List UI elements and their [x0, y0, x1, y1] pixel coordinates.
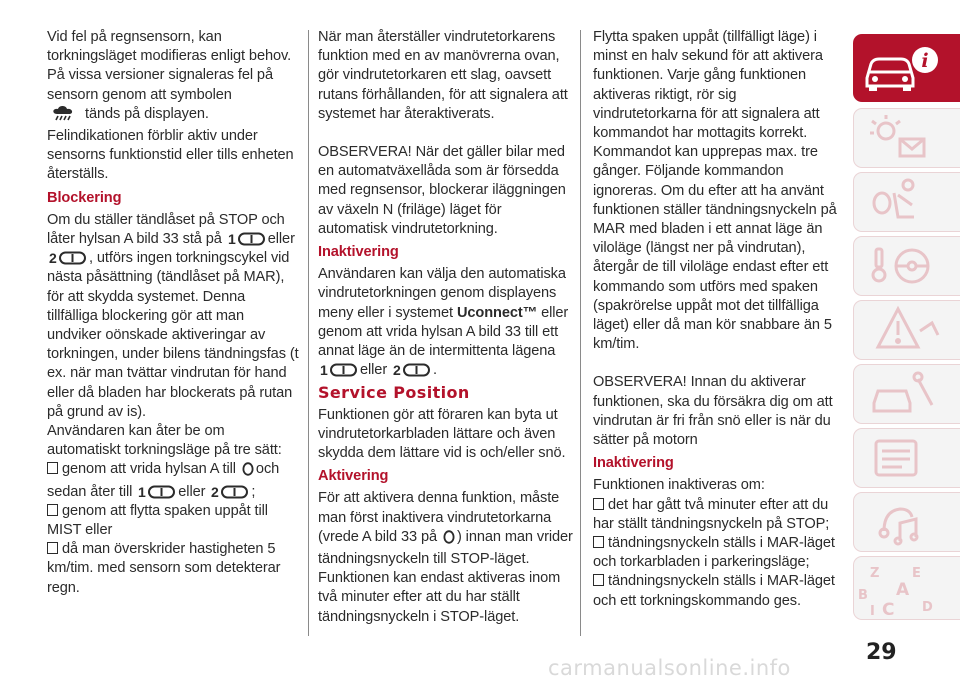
list-item: genom att vrida hylsan A till och sedan åter till 1 eller 2 ; — [47, 461, 280, 500]
inaktivering-paragraph: Användaren kan välja den automatiska vindrutetorkningen genom displayens meny eller i systemet Uconnect™ eller genom att vrida hylsan A bild 33 till ett annat läge än de intermittenta lägena 1 eller 2 . — [318, 266, 569, 379]
list-item: genom att flytta spaken uppåt till MIST eller — [47, 502, 268, 539]
tab-car-info[interactable] — [853, 34, 960, 102]
svg-text:i: i — [921, 50, 929, 72]
airbag-seat-icon — [854, 173, 960, 231]
svg-text:1: 1 — [138, 484, 146, 499]
column-divider — [308, 30, 309, 636]
tab-emergency[interactable] — [853, 300, 960, 360]
uconnect-brand: Uconnect™ — [456, 304, 538, 321]
heading-inaktivering: Inaktivering — [593, 455, 674, 472]
column-divider — [580, 30, 581, 636]
service-position-paragraph: Funktionen gör att föraren kan byta ut vindrutetorkarbladen lättare och även skydda dem lättare vid is och/eller snö. — [318, 406, 566, 462]
list-item: då man överskrider hastigheten 5 km/tim. med sensorn som detekterar regn. — [47, 541, 281, 596]
blockering-paragraph: Om du ställer tändlåset på STOP och låter hylsan A bild 33 stå på 1 eller 2 , utförs ingen torkningscykel vid nästa påsättning (tändlåset på MAR), för att skydda systemet. Denna tillfälliga blockering gör att man undviker oönskade aktiveringar av torkningen, under bilens tändningsfas (t ex. när man tvättar vindrutan för hand eller då bladen har blockerats på rutan på grund av is). — [47, 211, 299, 420]
tab-maintenance[interactable] — [853, 364, 960, 424]
svg-text:Z: Z — [870, 566, 880, 581]
tab-technical-data[interactable] — [853, 428, 960, 488]
key-2-intermittent-icon — [393, 363, 431, 377]
key-1-intermittent-icon — [320, 363, 358, 377]
heading-blockering: Blockering — [47, 189, 122, 206]
page-number: 29 — [866, 640, 897, 665]
svg-text:I: I — [870, 604, 875, 619]
svg-text:1: 1 — [320, 363, 328, 378]
list-item: det har gått två minuter efter att du har ställt tändningsnyckeln på STOP; — [593, 496, 830, 532]
heading-inaktivering: Inaktivering — [318, 244, 399, 261]
technical-data-icon — [854, 429, 960, 487]
column-2 — [318, 28, 573, 627]
restore-intro-paragraph: Användaren kan åter be om automatiskt torkningsläge på tre sätt: — [47, 423, 282, 459]
procedure-paragraph: Flytta spaken uppåt (tillfälligt läge) i minst en halv sekund för att aktivera funktionen. Varje gång funktionen aktiveras riktigt, rör sig vindrutetorkarna för att signalera att kommandot har mottagits korrekt. Kommandot kan upprepas max. tre gånger. Följande kommandon ignoreras. Om du efter att ha använt funktionen ställer tändningsnyckeln på MAR med bladen i ett annat läge än viloläge (längst ner på vindrutan), återgår de till viloläge endast efter ett kommando som utförs med spaken (spakrörelse uppåt mot det tillfälliga läget) eller då man kör snabbare än 5 km/tim. — [593, 29, 837, 353]
tab-dashboard-warnings[interactable] — [853, 108, 960, 168]
key-2-intermittent-icon — [211, 485, 249, 499]
svg-text:E: E — [912, 566, 921, 581]
tab-safety[interactable] — [853, 172, 960, 232]
key-1-intermittent-icon — [138, 485, 176, 499]
checkbox-bullet-icon — [47, 542, 58, 554]
index-letters-icon — [854, 557, 960, 619]
car-info-icon — [853, 34, 960, 102]
key-2-intermittent-icon — [49, 251, 87, 265]
checkbox-bullet-icon — [593, 536, 604, 548]
heading-aktivering: Aktivering — [318, 468, 389, 485]
rain-sensor-fault-paragraph: Vid fel på regnsensorn, kan torkningsläget modifieras enligt behov. På vissa versioner signaleras fel på sensorn genom att symbolen tänds på displayen. Felindikationen förblir aktiv under sensorns funktionstid eller tills enheten återställs. — [47, 29, 294, 183]
key-1-intermittent-icon — [228, 232, 266, 246]
multimedia-icon — [854, 493, 960, 551]
svg-text:C: C — [882, 600, 895, 619]
checkbox-bullet-icon — [593, 574, 604, 586]
warning-lights-icon — [854, 109, 960, 167]
svg-text:2: 2 — [49, 251, 57, 266]
svg-text:B: B — [858, 588, 868, 603]
heading-service-position: Service Position — [318, 383, 470, 403]
steering-wheel-icon — [854, 237, 960, 295]
svg-text:2: 2 — [393, 363, 401, 378]
warning-triangle-icon — [854, 301, 960, 359]
svg-text:2: 2 — [211, 484, 220, 499]
off-position-icon — [443, 530, 455, 550]
watermark: carmanualsonline.info — [548, 656, 791, 680]
list-item: tändningsnyckeln ställs i MAR-läget och ett torkningskommando ges. — [593, 573, 835, 609]
svg-text:D: D — [922, 600, 933, 615]
off-position-icon — [242, 462, 254, 482]
svg-text:1: 1 — [227, 232, 236, 247]
warning-paragraph: OBSERVERA! Innan du aktiverar funktionen, ska du försäkra dig om att vindrutan är fri från snö eller is när du sätter på motorn — [593, 374, 833, 449]
aktivering-paragraph: För att aktivera denna funktion, måste man först inaktivera vindrutetorkarna (vrede A bild 33 på ) innan man vrider tändningsnyckeln till STOP-läget. Funktionen kan endast aktiveras inom två minuter efter att du har ställt tändningsnyckeln i STOP-läget. — [318, 490, 573, 625]
checkbox-bullet-icon — [593, 498, 604, 510]
list-item: tändningsnyckeln ställs i MAR-läget och torkarbladen i parkeringsläge; — [593, 535, 835, 571]
reset-paragraph: När man återställer vindrutetorkarens funktion med en av manövrerna ovan, gör vindrutetorkaren ett slag, oavsett rutans förhållanden, för att signalera att systemet har återaktiverats. — [318, 29, 568, 122]
service-car-icon — [854, 365, 960, 423]
checkbox-bullet-icon — [47, 462, 58, 474]
tab-starting-driving[interactable] — [853, 236, 960, 296]
rain-sensor-fault-icon — [49, 105, 83, 127]
svg-text:A: A — [896, 580, 910, 600]
checkbox-bullet-icon — [47, 504, 58, 516]
tab-multimedia[interactable] — [853, 492, 960, 552]
tab-index[interactable] — [853, 556, 960, 620]
column-3 — [593, 28, 841, 611]
deactivation-intro: Funktionen inaktiveras om: — [593, 477, 765, 494]
column-1 — [47, 28, 299, 598]
note-paragraph: OBSERVERA! När det gäller bilar med en automatväxellåda som är försedda med regnsensor, blockerar iläggningen av växeln N (friläge) läget för automatisk vindrutetorkning. — [318, 144, 566, 237]
